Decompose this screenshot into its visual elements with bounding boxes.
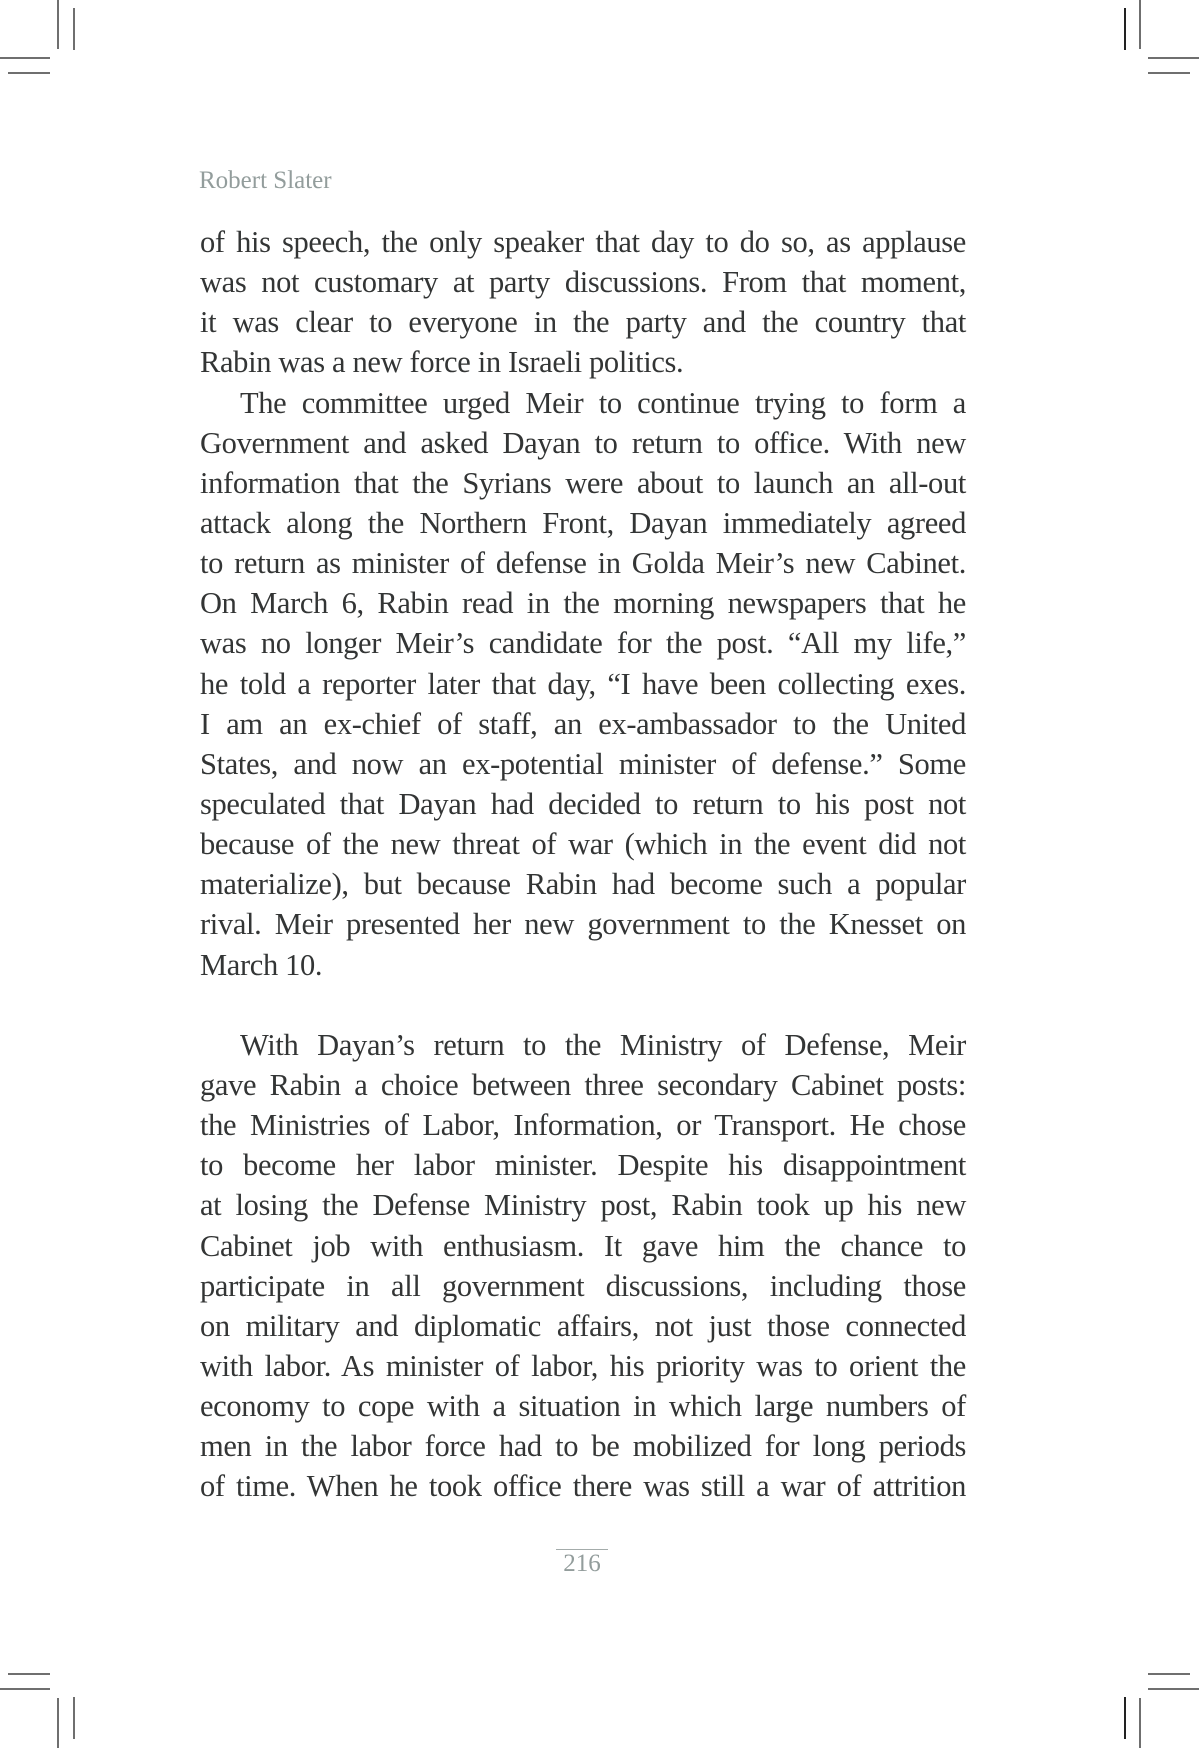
text-line: Rabin was a new force in Israeli politics. [200,345,684,380]
text-line: the Ministries of Labor, Information, or Transport. He chose [200,1108,966,1143]
crop-mark-bottom-right-horizontal-outer [1148,1688,1199,1690]
crop-mark-bottom-right-vertical-outer [1139,1698,1141,1748]
text-line: rival. Meir presented her new government to the Knesset on [200,907,966,942]
text-line: Cabinet job with enthusiasm. It gave him the chance to [200,1228,966,1263]
text-line: of time. When he took office there was still a war of attrition [200,1469,966,1504]
text-line: The committee urged Meir to continue trying to form a [240,385,966,420]
text-line: Government and asked Dayan to return to office. With new [200,425,966,460]
text-line: on military and diplomatic affairs, not just those connected [200,1308,966,1343]
text-line: he told a reporter later that day, “I have been collecting exes. [200,666,966,701]
crop-mark-top-right-vertical-outer [1139,0,1141,49]
text-line: economy to cope with a situation in which large numbers of [200,1389,966,1424]
text-line: men in the labor force had to be mobilized for long periods [200,1429,966,1464]
paragraph-1 [200,222,966,383]
text-line: attack along the Northern Front, Dayan immediately agreed [200,505,966,540]
body-text [200,222,966,1507]
section-break [200,985,966,1025]
crop-mark-bottom-left-vertical-outer [57,1698,59,1748]
text-line: information that the Syrians were about to launch an all-out [200,465,966,500]
crop-mark-bottom-left-vertical-inner [73,1697,75,1739]
text-line: was not customary at party discussions. From that moment, [200,265,966,300]
text-line: gave Rabin a choice between three secondary Cabinet posts: [200,1067,966,1102]
crop-mark-top-right-horizontal-inner [1148,72,1190,74]
text-line: States, and now an ex-potential minister of defense.” Some [200,746,966,781]
paragraph-2 [200,383,966,985]
text-line: March 10. [200,947,323,982]
text-line: speculated that Dayan had decided to return to his post not [200,786,966,821]
crop-mark-bottom-right-horizontal-inner [1148,1673,1190,1675]
crop-mark-top-left-horizontal-outer [0,57,50,59]
crop-mark-top-right-horizontal-outer [1148,57,1199,59]
crop-mark-bottom-left-horizontal-inner [8,1673,50,1675]
crop-mark-top-left-horizontal-inner [8,72,50,74]
running-head-author: Robert Slater [199,167,332,194]
crop-mark-bottom-right-vertical-inner [1124,1697,1126,1739]
text-line: On March 6, Rabin read in the morning newspapers that he [200,586,966,621]
crop-mark-top-left-vertical-inner [73,8,75,50]
text-line: was no longer Meir’s candidate for the post. “All my life,” [200,626,966,661]
text-line: because of the new threat of war (which in the event did not [200,827,966,862]
text-line: it was clear to everyone in the party and the country that [200,305,966,340]
text-line: of his speech, the only speaker that day to do so, as applause [200,225,966,259]
text-line: to return as minister of defense in Golda Meir’s new Cabinet. [200,546,966,581]
crop-mark-bottom-left-horizontal-outer [0,1688,50,1690]
text-line: participate in all government discussions, including those [200,1268,966,1303]
text-line: at losing the Defense Ministry post, Rabin took up his new [200,1188,966,1223]
text-line: I am an ex-chief of staff, an ex-ambassador to the United [200,706,966,741]
text-line: with labor. As minister of labor, his priority was to orient the [200,1348,966,1383]
text-line: materialize), but because Rabin had become such a popular [200,867,966,902]
text-line: With Dayan’s return to the Ministry of Defense, Meir [240,1027,966,1062]
text-line: to become her labor minister. Despite his disappointment [200,1148,966,1183]
paragraph-3 [200,1025,966,1507]
page-number: 216 [556,1549,608,1578]
crop-mark-top-right-vertical-inner [1124,8,1126,50]
crop-mark-top-left-vertical-outer [57,0,59,49]
